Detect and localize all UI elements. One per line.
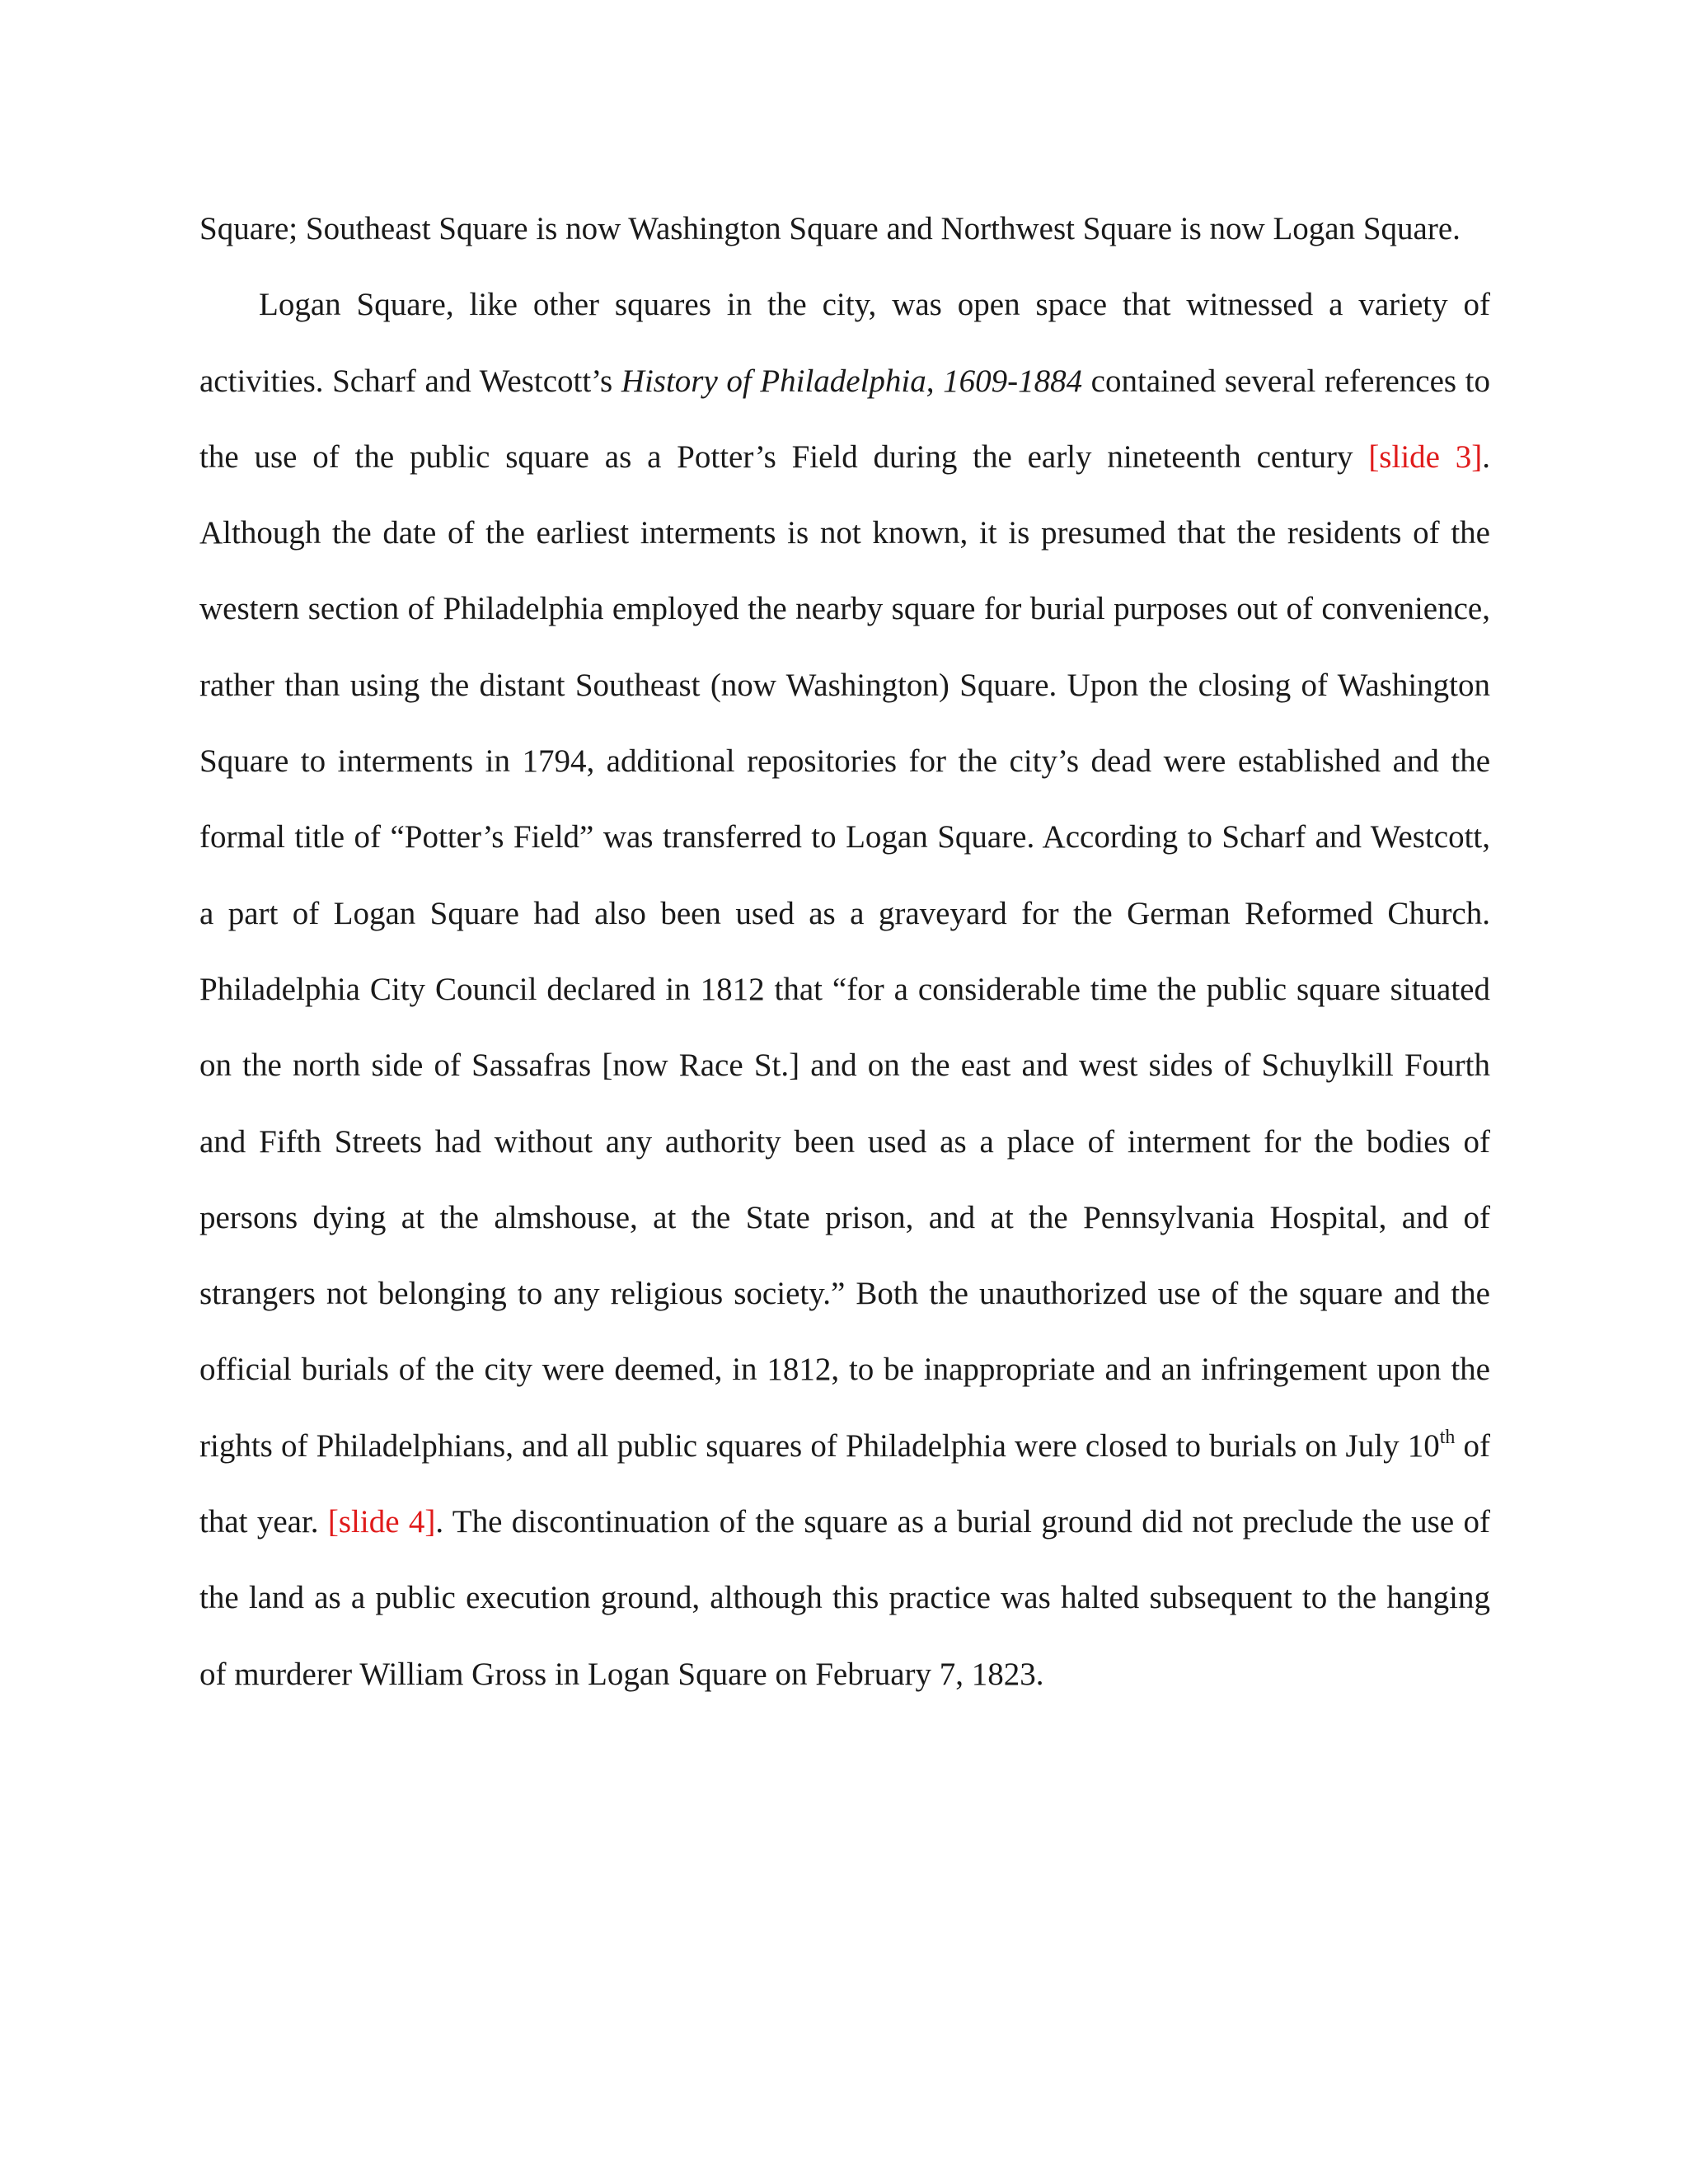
- paragraph-2-text-a: Logan Square, like other squares in the city, was open space that witnessed a variety of activities. Scharf and Westcott’s: [199, 287, 1490, 399]
- paragraph-1: Square; Southeast Square is now Washington Square and Northwest Square is now Logan Square.: [199, 211, 1461, 246]
- slide-reference-3: [slide 3]: [1368, 438, 1483, 475]
- paragraph-2-text-d: of that year.: [199, 1427, 1490, 1540]
- slide-reference-4: [slide 4]: [327, 1504, 436, 1540]
- ordinal-superscript: th: [1439, 1426, 1456, 1448]
- paragraph-2-text-e: . The discontinuation of the square as a burial ground did not preclude the use of the land as a public execution ground, although this practice was halted subsequent to the hanging of murderer William Gross in Logan Square on February 7, 1823.: [199, 1504, 1490, 1692]
- document-body: [199, 191, 1490, 1713]
- paragraph-2-text-c: . Although the date of the earliest interments is not known, it is presumed that the residents of the western section of Philadelphia employed the nearby square for burial purposes out of convenience, rather than using the distant Southeast (now Washington) Square. Upon the closing of Washington Square to interments in 1794, additional repositories for the city’s dead were established and the formal title of “Potter’s Field” was transferred to Logan Square. According to Scharf and Westcott, a part of Logan Square had also been used as a graveyard for the German Reformed Church. Philadelphia City Council declared in 1812 that “for a considerable time the public square situated on the north side of Sassafras [now Race St.] and on the east and west sides of Schuylkill Fourth and Fifth Streets had without any authority been used as a place of interment for the bodies of persons dying at the almshouse, at the State prison, and at the Pennsylvania Hospital, and of strangers not belonging to any religious society.” Both the unauthorized use of the square and the official burials of the city were deemed, in 1812, to be inappropriate and an infringement upon the rights of Philadelphians, and all public squares of Philadelphia were closed to burials on July 10: [199, 438, 1490, 1464]
- paragraph-2: [199, 267, 1490, 1713]
- paragraph-2-text-b: contained several references to the use of the public square as a Potter’s Field during the early nineteenth century: [199, 363, 1490, 475]
- book-title: History of Philadelphia, 1609-1884: [621, 363, 1083, 399]
